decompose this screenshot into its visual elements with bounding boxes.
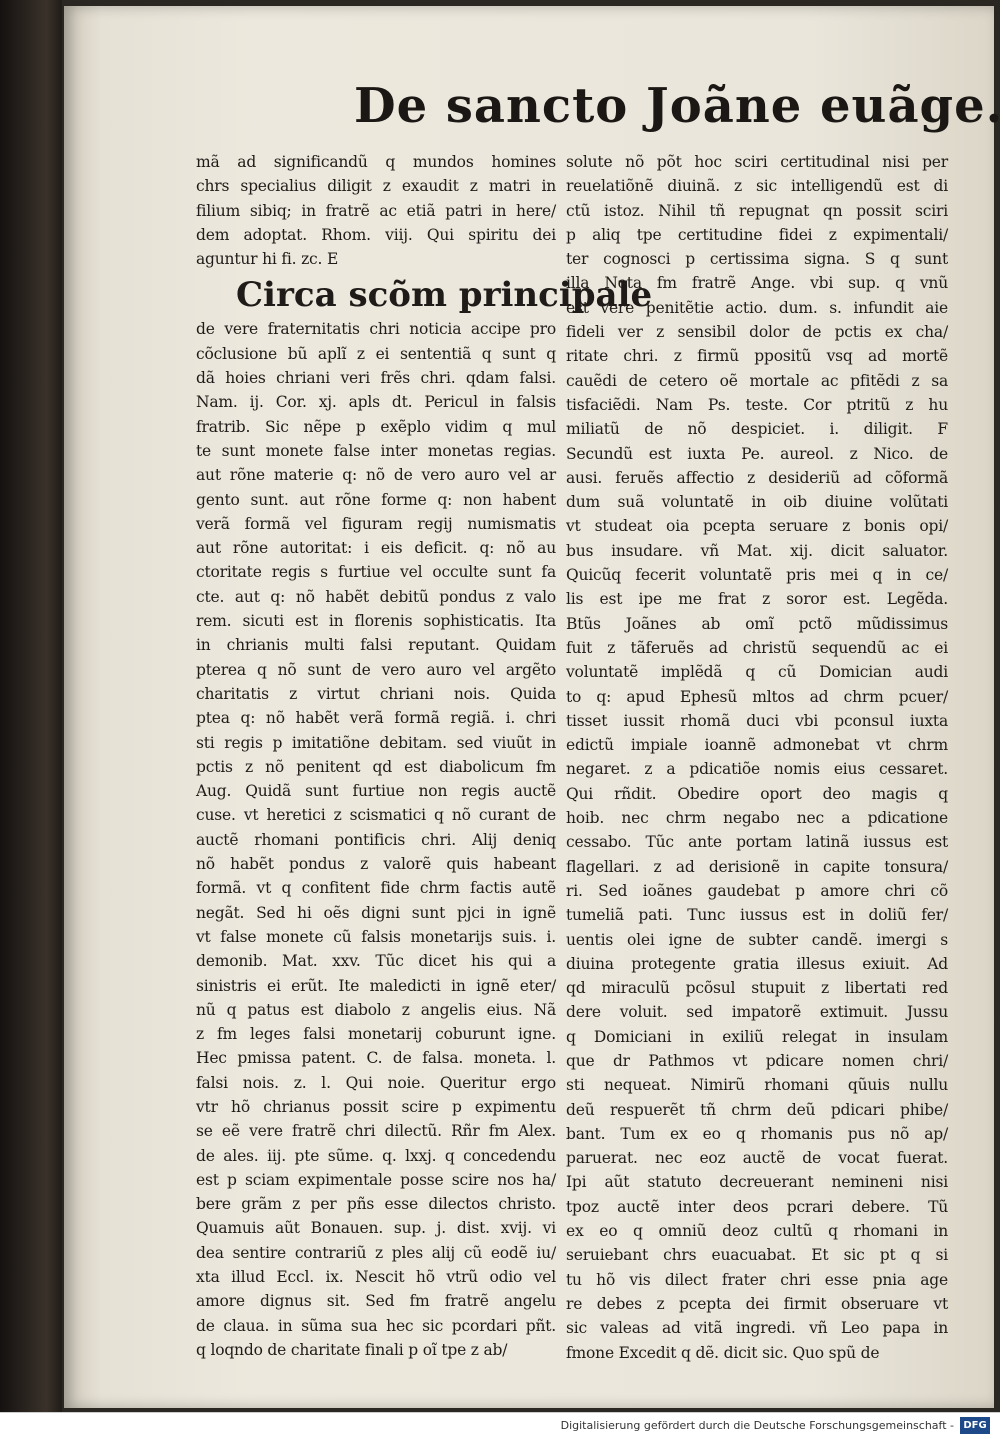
text-line: uentis olei igne de subter candẽ. imergi s [566,930,948,949]
text-line: aut rõne materie q: nõ de vero auro vel ar [196,466,556,485]
text-line: in chrianis multi falsi reputant. Quidam [196,636,556,655]
text-line: tumeliã pati. Tunc iussus est in doliũ fer/ [566,906,948,925]
text-line: rem. sicuti est in florenis sophisticatis. Ita [196,612,556,631]
text-line: vt false monete cũ falsis monetarijs suis. i. [196,927,556,946]
text-line: fmone Excedit q dẽ. dicit sic. Quo spũ de [566,1343,880,1362]
text-line: sinistris ei erũt. Ite maledicti in ignẽ eter/ [196,976,556,995]
text-line: cauẽdi de cetero oẽ mortale ac pfitẽdi z sa [566,371,948,390]
text-line: Quamuis aũt Bonauen. sup. j. dist. xvij. vi [196,1219,556,1238]
text-line: de vere fraternitatis chri noticia accipe pro [196,320,556,339]
text-line: aguntur hi fi. zc. E [196,250,339,269]
text-line: bant. Tum ex eo q rhomanis pus nõ ap/ [566,1124,948,1143]
text-line: reuelatiõnẽ diuinã. z sic intelligendũ est di [566,177,948,196]
text-line: Secundũ est iuxta Pe. aureol. z Nico. de [566,444,948,463]
text-line: gento sunt. aut rõne forme q: non habent [196,490,556,509]
text-line: de ales. iij. pte sũme. q. lxxj. q concedendu [196,1146,556,1165]
text-line: falsi nois. z. l. Qui noie. Queritur ergo [196,1073,556,1092]
funding-credit: Digitalisierung gefördert durch die Deutsche Forschungsgemeinschaft - [560,1419,954,1432]
text-line: vtr hõ chrianus possit scire p expimentu [196,1097,556,1116]
text-line: to q: apud Ephesũ mltos ad chrm pcuer/ [566,687,948,706]
left-column-intro [196,150,556,271]
text-line: sic valeas ad vitã ingredi. vñ Leo papa in [566,1319,948,1338]
book-spine [0,0,62,1412]
text-line: re debes z pcepta dei firmit obseruare vt [566,1294,948,1313]
text-line: ausi. feruẽs affectio z desideriũ ad cõformã [566,468,948,487]
text-line: filium sibiq; in fratrẽ ac etiã patri in here/ [196,201,556,220]
text-line: tisfaciẽdi. Nam Ps. teste. Cor ptritũ z hu [566,395,948,414]
text-line: fideli ver z sensibil dolor de pctis ex cha/ [566,323,948,342]
text-line: verã formã vel figuram regij numismatis [196,514,556,533]
text-line: dere voluit. sed impatorẽ extimuit. Jussu [566,1003,948,1022]
dfg-logo: DFG [960,1417,990,1434]
text-line: ctoritate regis s furtiue vel occulte sunt fa [196,563,556,582]
text-line: est vere penitẽtie actio. dum. s. infundit aie [566,298,948,317]
text-line: seruiebant chrs euacuabat. Et sic pt q si [566,1246,948,1265]
text-line: bere grãm z per pñs esse dilectos christo. [196,1195,556,1214]
left-column-body [196,317,556,1362]
text-line: cessabo. Tũc ante portam latinã iussus est [566,833,948,852]
text-line: pterea q nõ sunt de vero auro vel argẽto [196,660,556,679]
right-column-body [566,150,948,1365]
text-line: Ipi aũt statuto decreuerant nemineni nisi [566,1173,948,1192]
text-line: dã hoies chriani veri frẽs chri. qdam falsi. [196,369,556,388]
text-line: sti nequeat. Nimirũ rhomani qũuis nullu [566,1076,948,1095]
text-line: aut rõne autoritat: i eis deficit. q: nõ au [196,539,556,558]
text-line: miliatũ de nõ despiciet. i. diligit. F [566,420,948,439]
text-line: pctis z nõ penitent qd est diabolicum fm [196,757,556,776]
text-line: nõ habẽt pondus z valorẽ quis habeant [196,855,556,874]
text-line: Hec pmissa patent. C. de falsa. moneta. l. [196,1049,556,1068]
text-line: fuit z tãferuẽs ad christũ sequendũ ac ei [566,638,948,657]
text-line: que dr Pathmos vt pdicare nomen chri/ [566,1051,948,1070]
text-line: deũ respuerẽt tñ chrm deũ pdicari phibe/ [566,1100,948,1119]
text-line: hoib. nec chrm negabo nec a pdicatione [566,809,948,828]
text-line: tisset iussit rhomã duci vbi pconsul iuxta [566,711,948,730]
running-head: De sancto Joãne euãge. [354,78,1003,134]
text-line: xta illud Eccl. ix. Nescit hõ vtrũ odio vel [196,1268,556,1287]
text-line: dum suã voluntatẽ in oib diuine volũtati [566,493,948,512]
text-line: mã ad significandũ q mundos homines [196,153,556,171]
text-line: demonib. Mat. xxv. Tũc dicet his qui a [196,952,556,971]
text-line: charitatis z virtut chriani nois. Quida [196,684,556,703]
text-line: Nam. ij. Cor. xj. apls dt. Pericul in falsis [196,393,556,412]
text-line: q Domiciani in exiliũ relegat in insulam [566,1027,948,1046]
text-line: te sunt monete false inter monetas regias. [196,441,556,460]
text-line: Quicũq fecerit voluntatẽ pris mei q in ce/ [566,566,948,585]
text-line: z fm leges falsi monetarij coburunt igne. [196,1025,556,1044]
text-line: chrs specialius diligit z exaudit z matri in [196,177,556,196]
text-line: est p sciam expimentale posse scire nos ha/ [196,1170,556,1189]
text-line: ritate chri. z firmũ ppositũ vsq ad mortẽ [566,347,948,366]
text-line: edictũ impiale ioannẽ admonebat vt chrm [566,736,948,755]
text-line: Btũs Joãnes ab omĩ pctõ mũdissimus [566,614,948,633]
section-heading: Circa scõm principale [236,275,653,316]
text-line: diuina protegente gratia illesus exiuit. Ad [566,954,948,973]
text-line: cuse. vt heretici z scismatici q nõ curant de [196,806,556,825]
text-line: vt studeat oia pcepta seruare z bonis opi/ [566,517,948,536]
text-line: ri. Sed ioãnes gaudebat p amore chri cõ [566,881,948,900]
text-line: cte. aut q: nõ habẽt debitũ pondus z valo [196,587,556,606]
right-column [566,150,948,1365]
text-line: Qui rñdit. Obedire oport deo magis q [566,784,948,803]
text-line: solute nõ põt hoc sciri certitudinal nisi per [566,153,948,171]
text-line: q loqndo de charitate finali p oĩ tpe z ab/ [196,1340,508,1359]
text-line: illa Nota fm fratrẽ Ange. vbi sup. q vnũ [566,274,948,293]
text-line: tpoz auctẽ inter deos pcrari debere. Tũ [566,1197,948,1216]
text-line: Aug. Quidã sunt furtiue non regis auctẽ [196,782,556,801]
text-line: ptea q: nõ habẽt verã formã regiã. i. chri [196,709,556,728]
text-line: voluntatẽ implẽdã q cũ Domician audi [566,663,948,682]
text-line: ter cognosci p certissima signa. S q sunt [566,250,948,269]
text-line: sti regis p imitatiõne debitam. sed viuũt in [196,733,556,752]
text-line: nũ q patus est diabolo z angelis eius. Nã [196,1000,556,1019]
text-line: p aliq tpe certitudine fidei z expimentali/ [566,225,948,244]
text-line: cõclusione bũ aplĩ z ei sententiã q sunt q [196,344,556,363]
text-line: tu hõ vis dilect frater chri esse pnia age [566,1270,948,1289]
text-line: paruerat. nec eoz auctẽ de vocat fuerat. [566,1149,948,1168]
text-line: qd miraculũ pcõsul stupuit z libertati red [566,979,948,998]
text-line: negãt. Sed hi oẽs digni sunt pjci in ignẽ [196,903,556,922]
left-column [196,150,653,1362]
text-line: se eẽ vere fratrẽ chri dilectũ. Rñr fm Alex. [196,1122,556,1141]
text-line: flagellari. z ad derisionẽ in capite tonsura/ [566,857,948,876]
text-line: ctũ istoz. Nihil tñ repugnat qn possit sciri [566,201,948,220]
text-line: auctẽ rhomani pontificis chri. Alij deniq [196,830,556,849]
text-line: lis est ipe me frat z soror est. Legẽda. [566,590,948,609]
text-line: dea sentire contrariũ z ples alij cũ eodẽ iu/ [196,1243,556,1262]
text-line: formã. vt q confitent fide chrm factis autẽ [196,879,556,898]
text-line: bus insudare. vñ Mat. xij. dicit saluator. [566,541,948,560]
text-line: fratrib. Sic nẽpe p exẽplo vidim q mul [196,417,556,436]
text-line: dem adoptat. Rhom. viij. Qui spiritu dei [196,225,556,244]
text-line: amore dignus sit. Sed fm fratrẽ angelu [196,1292,556,1311]
text-line: negaret. z a pdicatiõe nomis eius cessaret. [566,760,948,779]
text-line: ex eo q omniũ deoz cultũ q rhomani in [566,1222,948,1241]
text-line: de claua. in sũma sua hec sic pcordari pñt. [196,1316,556,1335]
digitization-footer [0,1412,1000,1439]
